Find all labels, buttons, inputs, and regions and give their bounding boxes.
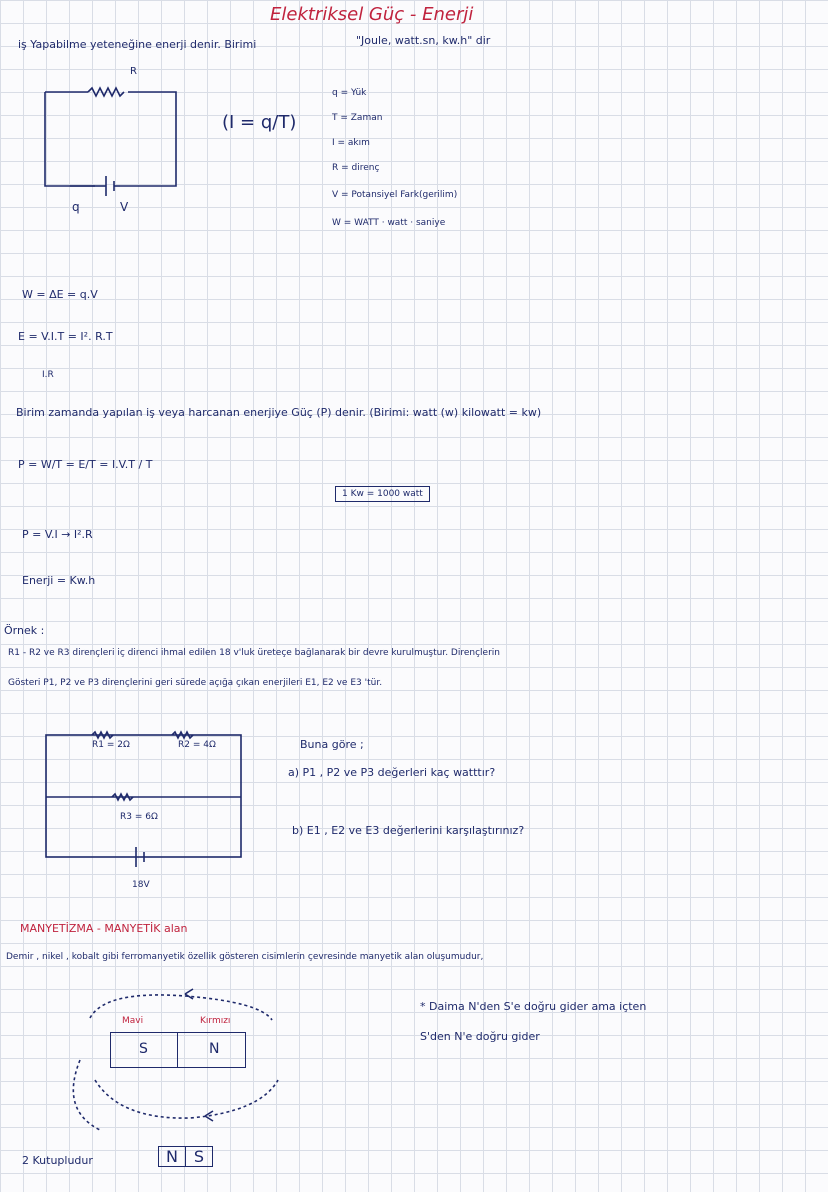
magnet-note2: S'den N'e doğru gider [420,1030,540,1043]
circuit1-wire-right [120,92,176,186]
formula-w: W = ΔE = q.V [22,288,98,301]
pole-s: S [185,1147,212,1166]
legend-item-v: V = Potansiyel Fark(gerilim) [332,190,458,200]
page-title: Elektriksel Güç - Enerji [270,4,474,25]
r3-label: R3 = 6Ω [120,812,158,822]
bar-magnet [110,1032,246,1068]
magnet-heading: MANYETİZMA - MANYETİK alan [20,922,188,935]
magnet-inner-s: S [139,1041,148,1057]
magnet-line: Demir , nikel , kobalt gibi ferromanyetik özellik gösteren cisimlerin çevresinde manyetik alan oluşumudur, [6,952,484,962]
magnet-inner-n: N [209,1041,220,1057]
example-line2: Gösteri P1, P2 ve P3 dirençlerini geri sürede açığa çıkan enerjileri E1, E2 ve E3 'tür. [8,678,383,688]
power-definition: Birim zamanda yapılan iş veya harcanan enerjiye Güç (P) denir. (Birimi: watt (w) kilowatt = kw) [16,406,542,419]
circuit1-v-label: V [120,200,129,214]
kw-box: 1 Kw = 1000 watt [335,486,430,502]
power-vi: P = V.I → I².R [22,528,93,541]
formula-e: E = V.I.T = I². R.T [18,330,113,343]
circuit1-r-label: R [130,66,137,77]
ns-magnet [158,1146,213,1167]
r2-label: R2 = 4Ω [178,740,216,750]
energy-unit: Enerji = Kw.h [22,574,96,587]
current-formula: (I = q/T) [222,112,297,133]
power-formula: P = W/T = E/T = I.V.T / T [18,458,153,471]
field-line-outer [73,1060,100,1130]
question-b: b) E1 , E2 ve E3 değerlerini karşılaştırınız? [292,824,525,837]
r1-label: R1 = 2Ω [92,740,130,750]
intro-line: iş Yapabilme yeteneğine enerji denir. Birimi [18,38,257,51]
poles-label: 2 Kutupludur [22,1154,93,1167]
given: Buna göre ; [300,738,364,751]
formula-e-sub: I.R [42,370,54,380]
magnet-red-label: Kırmızı [200,1016,231,1026]
magnet-note1: * Daima N'den S'e doğru gider ama içten [420,1000,647,1013]
magnet-blue-label: Mavi [122,1016,144,1026]
circuit1-wire-left [45,92,92,186]
example-circuit-outer [46,735,241,857]
field-line-top [90,995,272,1020]
example-heading: Örnek : [4,624,45,637]
example-line1: R1 - R2 ve R3 dirençleri iç direnci ihmal edilen 18 v'luk üreteçe bağlanarak bir devre kurulmuştur. Dirençlerin [8,648,500,658]
legend-item-w: W = WATT · watt · saniye [332,218,446,228]
question-a: a) P1 , P2 ve P3 değerleri kaç watttır? [288,766,496,779]
legend-item-t: T = Zaman [332,113,383,123]
legend-item-q: q = Yük [332,88,367,98]
pole-n: N [166,1147,178,1166]
legend-item-i: I = akım [332,138,370,148]
legend-item-r: R = direnç [332,163,380,173]
source-label: 18V [132,880,150,890]
circuit1-resistor [88,88,124,96]
intro-units: "Joule, watt.sn, kw.h" dir [356,34,491,47]
field-line-bottom [95,1080,278,1118]
circuit1-q-label: q [72,200,80,214]
